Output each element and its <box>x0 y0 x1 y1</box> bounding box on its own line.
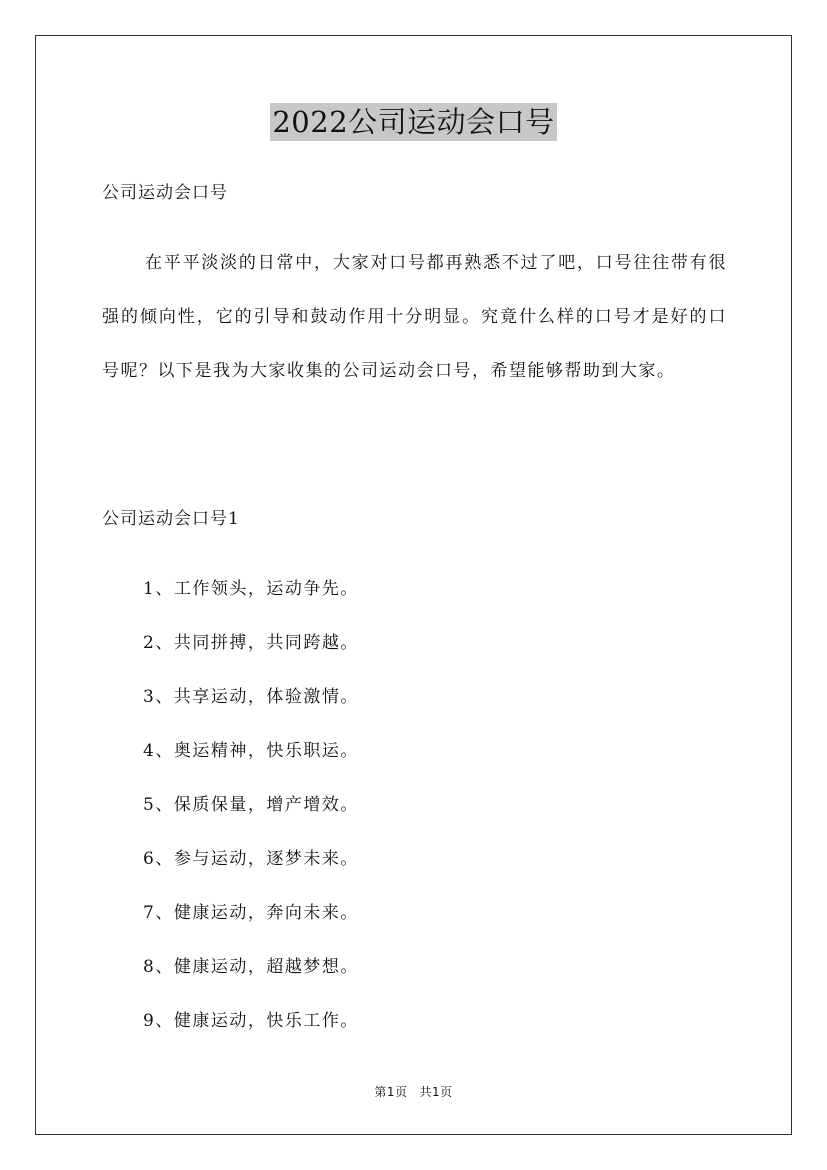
intro-heading: 公司运动会口号 <box>102 183 228 203</box>
slogan-list <box>143 562 359 1048</box>
slogan-item: 2、共同拼搏，共同跨越。 <box>143 633 359 653</box>
document-title <box>0 102 827 142</box>
document-title-text: 2022公司运动会口号 <box>272 105 555 139</box>
slogan-item: 1、工作领头，运动争先。 <box>143 579 359 599</box>
slogan-item: 7、健康运动，奔向未来。 <box>143 903 359 923</box>
slogan-item: 8、健康运动，超越梦想。 <box>143 957 359 977</box>
section-heading: 公司运动会口号1 <box>102 509 240 529</box>
page-total: 共1页 <box>419 1085 453 1099</box>
slogan-item: 6、参与运动，逐梦未来。 <box>143 849 359 869</box>
slogan-item: 9、健康运动，快乐工作。 <box>143 1011 359 1031</box>
slogan-item: 5、保质保量，增产增效。 <box>143 795 359 815</box>
slogan-item: 4、奥运精神，快乐职运。 <box>143 741 359 761</box>
intro-paragraph: 在平平淡淡的日常中，大家对口号都再熟悉不过了吧，口号往往带有很强的倾向性，它的引导和鼓动作用十分明显。究竟什么样的口号才是好的口号呢？以下是我为大家收集的公司运动会口号，希望能够帮助到大家。 <box>102 253 727 381</box>
page-current: 第1页 <box>374 1085 408 1099</box>
slogan-item: 3、共享运动，体验激情。 <box>143 687 359 707</box>
page-footer <box>0 1083 827 1100</box>
